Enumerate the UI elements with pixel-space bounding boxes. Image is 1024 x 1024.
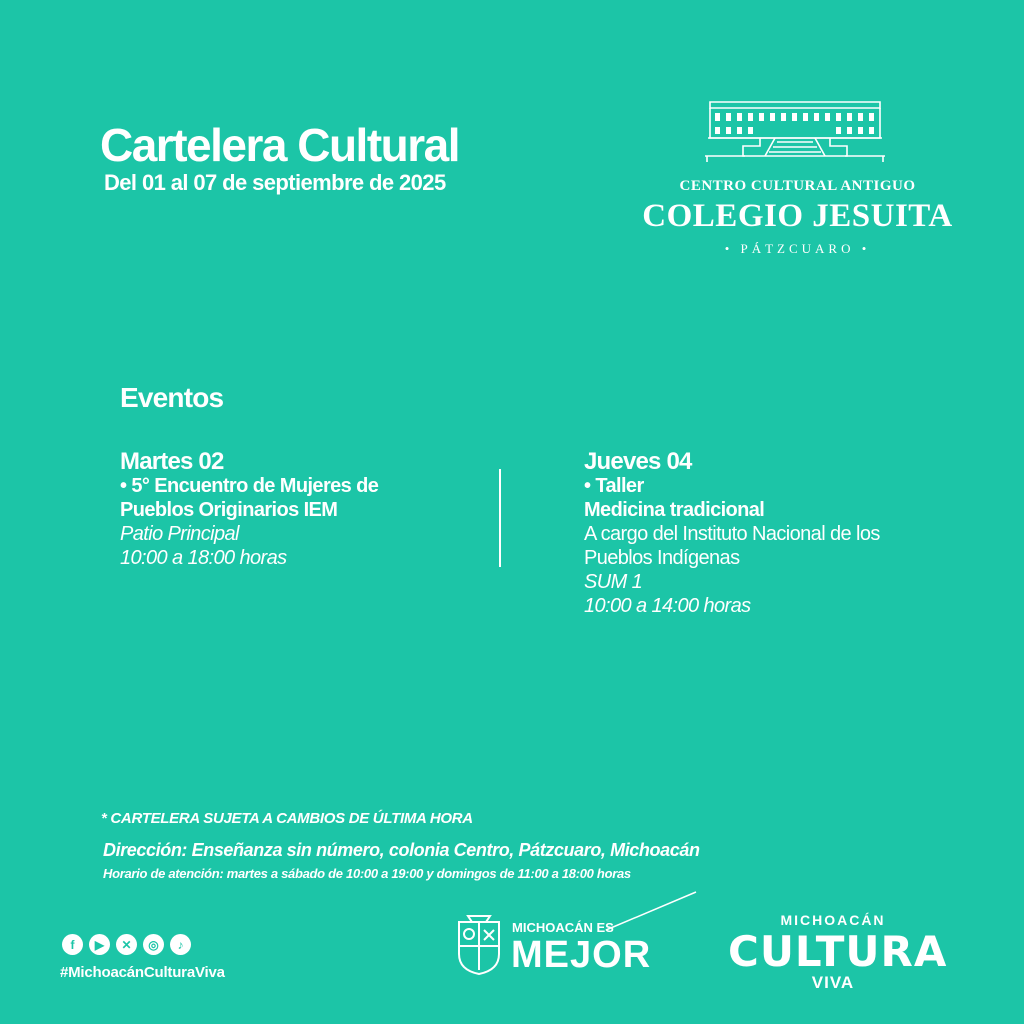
building-icon	[705, 98, 885, 168]
disclaimer-note: * CARTELERA SUJETA A CAMBIOS DE ÚLTIMA HORA	[101, 810, 473, 827]
opening-hours: Horario de atención: martes a sábado de 10:00 a 19:00 y domingos de 11:00 a 18:00 horas	[103, 866, 631, 881]
event-location: SUM 1	[584, 571, 643, 593]
event-day: Martes 02	[120, 448, 224, 475]
social-icons	[62, 934, 191, 955]
cultura-logo-word: CULTURA	[728, 927, 948, 976]
hashtag: #MichoacánCulturaViva	[60, 964, 225, 981]
michoacan-es-label: MICHOACÁN ES	[512, 920, 614, 935]
mejor-label: MEJOR	[511, 934, 652, 976]
venue-logo-line1: CENTRO CULTURAL ANTIGUO	[679, 178, 916, 194]
event-day: Jueves 04	[584, 448, 692, 475]
event-thursday	[584, 450, 914, 618]
instagram-icon[interactable]: ◎	[143, 934, 164, 955]
cultura-logo-viva: VIVA	[811, 973, 855, 992]
michoacan-es-mejor-logo	[456, 890, 706, 990]
column-divider	[499, 469, 501, 567]
venue-logo	[630, 98, 965, 263]
event-subtitle: Medicina tradicional	[584, 499, 765, 521]
cultura-logo-top: MICHOACÁN	[780, 912, 886, 928]
venue-logo-city: • PÁTZCUARO •	[724, 241, 871, 256]
facebook-icon[interactable]: f	[62, 934, 83, 955]
date-range: Del 01 al 07 de septiembre de 2025	[104, 170, 446, 195]
event-tuesday	[120, 450, 440, 570]
venue-logo-name: COLEGIO JESUITA	[642, 198, 953, 234]
event-time: 10:00 a 14:00 horas	[584, 595, 751, 617]
event-time: 10:00 a 18:00 horas	[120, 547, 287, 569]
address: Dirección: Enseñanza sin número, colonia Centro, Pátzcuaro, Michoacán	[103, 840, 700, 860]
youtube-icon[interactable]: ▶	[89, 934, 110, 955]
event-detail: A cargo del Instituto Nacional de los Pueblos Indígenas	[584, 523, 880, 569]
tiktok-icon[interactable]: ♪	[170, 934, 191, 955]
page-title: Cartelera Cultural	[100, 119, 460, 171]
events-heading: Eventos	[120, 382, 224, 413]
x-icon[interactable]: ✕	[116, 934, 137, 955]
event-location: Patio Principal	[120, 523, 239, 545]
event-title: • 5° Encuentro de Mujeres de Pueblos Originarios IEM	[120, 475, 379, 521]
cultura-viva-logo	[728, 910, 948, 1000]
event-title: • Taller	[584, 475, 644, 497]
